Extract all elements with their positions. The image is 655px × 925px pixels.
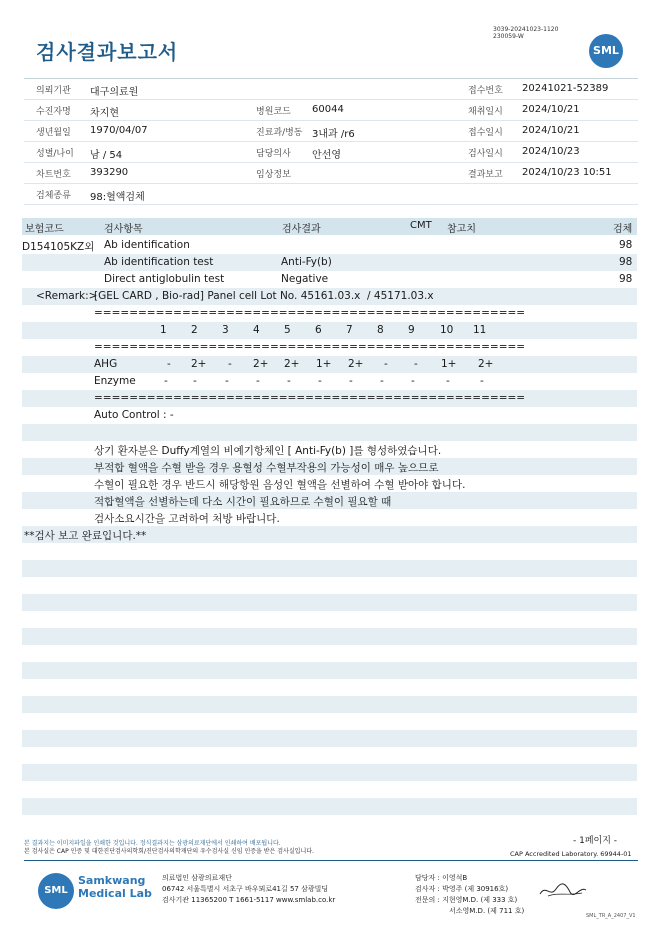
comment-line: 상기 환자분은 Duffy계열의 비예기항체인 [ Anti-Fy(b) ]를 형성하였습니다.	[94, 445, 442, 457]
blank-row	[22, 594, 637, 611]
blank-row	[22, 628, 637, 645]
comment-line: 적합혈액을 선별하는데 다소 시간이 필요하므로 수혈이 필요할 때	[22, 492, 637, 509]
comment-line: 수혈이 필요한 경우 반드시 해당항원 음성인 혈액을 선별하여 수혈 받아야 합니다.	[94, 479, 466, 491]
form-code: SML_TR_A_2407_V1	[586, 913, 636, 919]
blank-row	[22, 730, 637, 747]
org-info: 의료법인 삼광의료재단 06742 서울특별시 서초구 바우뫼로41길 57 삼광빌딩 검사기관 11365200 T 1661-5117 www.smlab.co.kr	[162, 874, 336, 904]
blank-row	[22, 543, 637, 560]
blank-row	[22, 645, 637, 662]
info-label: 병원코드	[256, 107, 291, 117]
info-value: 안선영	[312, 150, 341, 161]
result-row: Ab identification test Anti-Fy(b) 98	[22, 254, 637, 271]
info-label: 임상정보	[256, 170, 291, 180]
info-label: 접수일시	[468, 128, 503, 138]
info-value: 1970/04/07	[90, 125, 148, 136]
info-row	[24, 163, 638, 184]
info-label: 접수번호	[468, 86, 503, 96]
col-specimen: 검체	[613, 224, 633, 235]
info-value: 차지현	[90, 108, 119, 119]
blank-row	[22, 696, 637, 713]
blank-row	[22, 424, 637, 441]
info-value: 2024/10/23 10:51	[522, 167, 612, 178]
footnote: 본 결과지는 이미지파일을 인쇄한 것입니다. 정식결과지는 삼광의료재단에서 인쇄하여 배포됩니다. 본 검사실은 CAP 인증 및 대한진단검사의학회/진단검사의학재단의 우수검사실 신임 인증을 받은 검사실입니다.	[24, 840, 314, 855]
info-label: 담당의사	[256, 149, 291, 159]
result-row: Direct antiglobulin test Negative 98	[104, 273, 633, 285]
info-label: 채취일시	[468, 107, 503, 117]
signature-icon	[538, 880, 588, 900]
info-value: 20241021-52389	[522, 83, 609, 94]
info-value: 남 / 54	[90, 150, 123, 161]
page-title: 검사결과보고서	[36, 40, 179, 64]
col-code: 보험코드	[25, 224, 64, 235]
info-row	[24, 142, 638, 163]
blank-row	[22, 798, 637, 815]
signatories: 담당자 : 이영석B 검사자 : 박영주 (제 30916호) 전문의 : 지현영M.D. (제 333 호) 서소영M.D. (제 711 호)	[415, 874, 525, 915]
panel-column-header: 1 2 3 4 5 6 7 8 9 10 11	[22, 322, 637, 339]
footer-divider	[24, 860, 638, 861]
info-value: 98:혈액검체	[90, 192, 145, 203]
page-number: - 1페이지 -	[573, 836, 618, 846]
blank-row	[22, 611, 637, 628]
info-label: 진료과/병동	[256, 128, 303, 138]
info-label: 성별/나이	[36, 149, 74, 159]
blank-row	[22, 560, 637, 577]
cap-accreditation: CAP Accredited Laboratory. 69944-01	[510, 850, 632, 858]
org-name: Samkwang Medical Lab	[78, 874, 152, 900]
auto-control: Auto Control : -	[94, 409, 174, 421]
separator: =================================================	[22, 390, 637, 407]
results-header	[22, 218, 637, 235]
col-cmt: CMT	[410, 220, 432, 231]
info-label: 생년월일	[36, 128, 71, 138]
info-value: 2024/10/23	[522, 146, 580, 157]
panel-row-enzyme: Enzyme - - - - - - - - - - -	[94, 375, 484, 387]
col-result: 검사결과	[282, 224, 321, 235]
info-row	[24, 121, 638, 142]
blank-row	[22, 577, 637, 594]
info-label: 결과보고	[468, 170, 503, 180]
samkwang-logo: SML	[38, 873, 74, 909]
remark-row: <Remark:> [GEL CARD , Bio-rad] Panel cell Lot No. 45161.03.x / 45171.03.x	[22, 288, 637, 305]
info-value: 2024/10/21	[522, 104, 580, 115]
blank-row	[22, 781, 637, 798]
separator: =================================================	[94, 307, 526, 319]
info-value: 60044	[312, 104, 344, 115]
document-code: 3039-20241023-1120 230059-W	[493, 26, 559, 40]
col-ref: 참고치	[447, 224, 476, 235]
info-value: 대구의료원	[90, 87, 139, 98]
blank-row	[22, 662, 637, 679]
blank-row	[22, 713, 637, 730]
separator: =================================================	[94, 341, 526, 353]
info-label: 검체종류	[36, 191, 71, 201]
comment-line: 부적합 혈액을 수혈 받을 경우 용혈성 수혈부작용의 가능성이 매우 높으므로	[22, 458, 637, 475]
info-row	[24, 184, 638, 205]
info-value: 393290	[90, 167, 129, 178]
info-value: 3내과 /r6	[312, 129, 355, 140]
patient-info	[24, 78, 638, 205]
info-label: 수진자명	[36, 107, 71, 117]
info-label: 차트번호	[36, 170, 71, 180]
sml-logo: SML	[589, 34, 623, 68]
completion-line: **검사 보고 완료입니다.**	[22, 526, 637, 543]
blank-row	[22, 747, 637, 764]
info-row	[24, 100, 638, 121]
info-value: 2024/10/21	[522, 125, 580, 136]
blank-row	[22, 764, 637, 781]
info-row	[24, 79, 638, 100]
panel-row-ahg: AHG - 2+ - 2+ 2+ 1+ 2+ - - 1+ 2+	[22, 356, 637, 373]
info-label: 의뢰기관	[36, 86, 71, 96]
comment-line: 검사소요시간을 고려하여 처방 바랍니다.	[94, 513, 280, 525]
col-item: 검사항목	[104, 224, 143, 235]
info-label: 검사일시	[468, 149, 503, 159]
blank-row	[22, 679, 637, 696]
result-row: D154105KZ외 Ab identification 98	[22, 239, 633, 253]
